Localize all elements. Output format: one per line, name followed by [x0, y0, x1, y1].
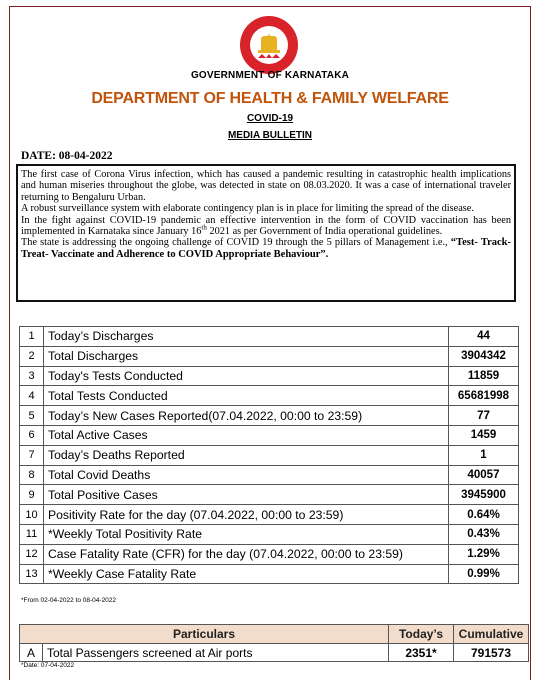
stats-row	[20, 544, 519, 564]
passengers-table	[19, 624, 529, 662]
row-value: 0.99%	[449, 564, 519, 584]
stats-row	[20, 485, 519, 505]
stats-row	[20, 327, 519, 347]
row-value: 1.29%	[449, 544, 519, 564]
row-number: 3	[20, 366, 44, 386]
row-number: 8	[20, 465, 44, 485]
row-value: 65681998	[449, 386, 519, 406]
row-label: Total Covid Deaths	[44, 465, 449, 485]
row-value: 77	[449, 406, 519, 426]
bulletin-heading: MEDIA BULLETIN	[227, 130, 313, 141]
stats-row	[20, 564, 519, 584]
stats-row	[20, 465, 519, 485]
row-label: Positivity Rate for the day (07.04.2022, 00:00 to 23:59)	[44, 505, 449, 525]
row-number: 7	[20, 445, 44, 465]
row-value: 1459	[449, 425, 519, 445]
row-value: 11859	[449, 366, 519, 386]
stats-row	[20, 505, 519, 525]
row-label: Total Passengers screened at Air ports	[43, 644, 389, 662]
passengers-header-row	[20, 625, 529, 644]
row-label: Total Active Cases	[44, 425, 449, 445]
bulletin-date: DATE: 08-04-2022	[21, 150, 113, 162]
cumulative-header: Cumulative	[454, 625, 529, 644]
intro-p4-text: The state is addressing the ongoing challenge of COVID 19 through the 5 pillars of Management i.e.,	[21, 237, 451, 249]
karnataka-emblem	[234, 14, 304, 76]
row-number: 13	[20, 564, 44, 584]
stats-row	[20, 425, 519, 445]
row-label: Total Tests Conducted	[44, 386, 449, 406]
intro-box	[16, 164, 516, 302]
row-number: 9	[20, 485, 44, 505]
from-note: *From 02-04-2022 to 08-04-2022	[21, 597, 117, 604]
row-label: Today’s Deaths Reported	[44, 445, 449, 465]
department-title: DEPARTMENT OF HEALTH & FAMILY WELFARE	[91, 90, 449, 107]
intro-p3-sup: th	[201, 223, 207, 232]
row-number: 2	[20, 346, 44, 366]
row-value: 3945900	[449, 485, 519, 505]
row-number: 4	[20, 386, 44, 406]
intro-paragraph-1: The first case of Corona Virus infection, which has caused a pandemic resulting in catastrophic health implications and human miseries throughout the globe, was detected in state on 08.03.2020. It was a case of international traveler returning to Bengaluru Urban.	[21, 169, 511, 203]
stats-row	[20, 346, 519, 366]
intro-p3-text: In the fight against COVID-19 pandemic an effective intervention in the form of COVID vaccination has been implemented in Karnataka since January 16	[21, 214, 511, 238]
row-cumulative: 791573	[454, 644, 529, 662]
row-value: 3904342	[449, 346, 519, 366]
row-todays: 2351*	[389, 644, 454, 662]
stats-row	[20, 386, 519, 406]
intro-paragraph-3	[21, 215, 511, 238]
row-code: A	[20, 644, 43, 662]
row-number: 5	[20, 406, 44, 426]
row-number: 10	[20, 505, 44, 525]
covid-heading: COVID-19	[246, 113, 294, 124]
intro-paragraph-2: A robust surveillance system with elaborate contingency plan is in place for limiting the spread of the disease.	[21, 203, 474, 215]
row-value: 0.43%	[449, 524, 519, 544]
row-number: 11	[20, 524, 44, 544]
row-value: 40057	[449, 465, 519, 485]
passengers-row	[20, 644, 529, 662]
row-value: 44	[449, 327, 519, 347]
row-label: *Weekly Case Fatality Rate	[44, 564, 449, 584]
row-label: Total Discharges	[44, 346, 449, 366]
stats-table	[19, 326, 519, 584]
row-label: Today's Tests Conducted	[44, 366, 449, 386]
stats-row	[20, 366, 519, 386]
government-title: GOVERNMENT OF KARNATAKA	[190, 70, 350, 81]
row-label: Case Fatality Rate (CFR) for the day (07.04.2022, 00:00 to 23:59)	[44, 544, 449, 564]
date-note: *Date: 07-04-2022	[21, 662, 75, 669]
row-number: 12	[20, 544, 44, 564]
row-number: 6	[20, 425, 44, 445]
particulars-header: Particulars	[20, 625, 389, 644]
row-value: 1	[449, 445, 519, 465]
todays-header: Today’s	[389, 625, 454, 644]
row-label: *Weekly Total Positivity Rate	[44, 524, 449, 544]
intro-p4-bold: “Test- Track- Treat- Vaccinate and Adherence to COVID Appropriate Behaviour”.	[21, 237, 511, 260]
stats-row	[20, 406, 519, 426]
stats-row	[20, 524, 519, 544]
row-label: Total Positive Cases	[44, 485, 449, 505]
row-value: 0.64%	[449, 505, 519, 525]
row-label: Today’s New Cases Reported(07.04.2022, 00:00 to 23:59)	[44, 406, 449, 426]
row-number: 1	[20, 327, 44, 347]
stats-row	[20, 445, 519, 465]
intro-paragraph-4	[21, 237, 511, 260]
intro-p3-text-end: 2021 as per Government of India operational guidelines.	[206, 226, 443, 238]
row-label: Today’s Discharges	[44, 327, 449, 347]
